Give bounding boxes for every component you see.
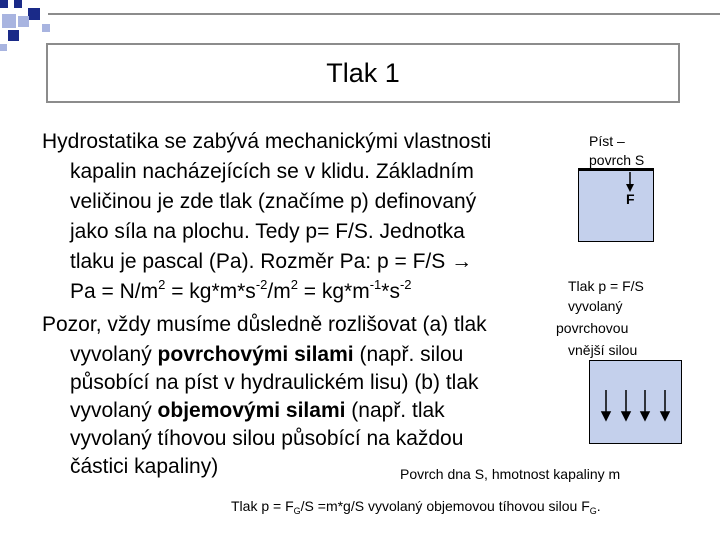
deco-square [42, 24, 50, 32]
force-label: F [626, 191, 635, 207]
deco-square [8, 30, 19, 41]
piston-caption: Tlak p = F/S [568, 278, 644, 294]
formula-sup: -1 [369, 277, 382, 292]
pozor-line: částici kapaliny) [70, 455, 219, 478]
surface-note: vnější silou [568, 342, 638, 358]
hydro-line: veličinou je zde tlak (značíme p) definovaný [70, 190, 477, 213]
pozor-line [70, 340, 463, 370]
piston-label: povrch S [589, 152, 645, 168]
text-part: vyvolaný [70, 399, 158, 422]
deco-square [28, 8, 40, 20]
pozor-line [70, 396, 445, 426]
title-box [46, 43, 680, 103]
formula-part: *s [381, 280, 400, 303]
pozor-line: vyvolaný tíhovou silou působící na každou [70, 427, 464, 450]
formula-sub: G [589, 506, 597, 516]
pozor-line: působící na píst v hydraulickém lisu) (b) tlak [70, 371, 479, 394]
formula-part: /m [267, 280, 291, 303]
tank-caption: Povrch dna S, hmotnost kapaliny m [400, 466, 621, 482]
formula-part: Tlak p = F [231, 498, 294, 514]
formula-sub: G [293, 506, 301, 516]
bold-term: povrchovými silami [157, 343, 354, 366]
bold-term: objemovými silami [157, 399, 346, 422]
formula-sup: 2 [290, 277, 298, 292]
surface-note: vyvolaný [568, 298, 623, 314]
formula-sup: 2 [158, 277, 166, 292]
hydro-line: jako síla na plochu. Tedy p= F/S. Jednotka [70, 220, 465, 243]
deco-square [2, 14, 16, 28]
deco-square [18, 16, 29, 27]
piston-label: Píst – [589, 133, 625, 149]
formula-sup: -2 [399, 277, 412, 292]
surface-note: povrchovou [556, 320, 629, 336]
formula-part: = kg*m*s [165, 280, 256, 303]
formula-sup: -2 [255, 277, 268, 292]
gravity-formula [231, 498, 601, 514]
formula-part: /S =m*g/S vyvolaný objemovou tíhovou silou F [300, 498, 590, 514]
formula-part: Pa = N/m [70, 280, 159, 303]
hydro-line: kapalin nacházejících se v klidu. Základním [70, 160, 474, 183]
deco-square [14, 0, 22, 8]
deco-square [0, 44, 7, 51]
text-part: (např. tlak [345, 399, 445, 422]
pascal-formula [70, 277, 412, 307]
deco-square [0, 0, 8, 8]
pozor-line: Pozor, vždy musíme důsledně rozlišovat (a) tlak [42, 313, 487, 336]
text-part: vyvolaný [70, 343, 158, 366]
hydro-line: tlaku je pascal (Pa). Rozměr Pa: p = F/S → [70, 250, 473, 273]
top-rule [48, 13, 720, 15]
gravity-arrows-icon [589, 360, 682, 444]
formula-part: . [596, 498, 601, 514]
text-part: (např. silou [353, 343, 464, 366]
formula-part: = kg*m [297, 280, 370, 303]
hydro-line: Hydrostatika se zabývá mechanickými vlastnosti [42, 130, 492, 153]
page-title: Tlak 1 [326, 57, 400, 88]
